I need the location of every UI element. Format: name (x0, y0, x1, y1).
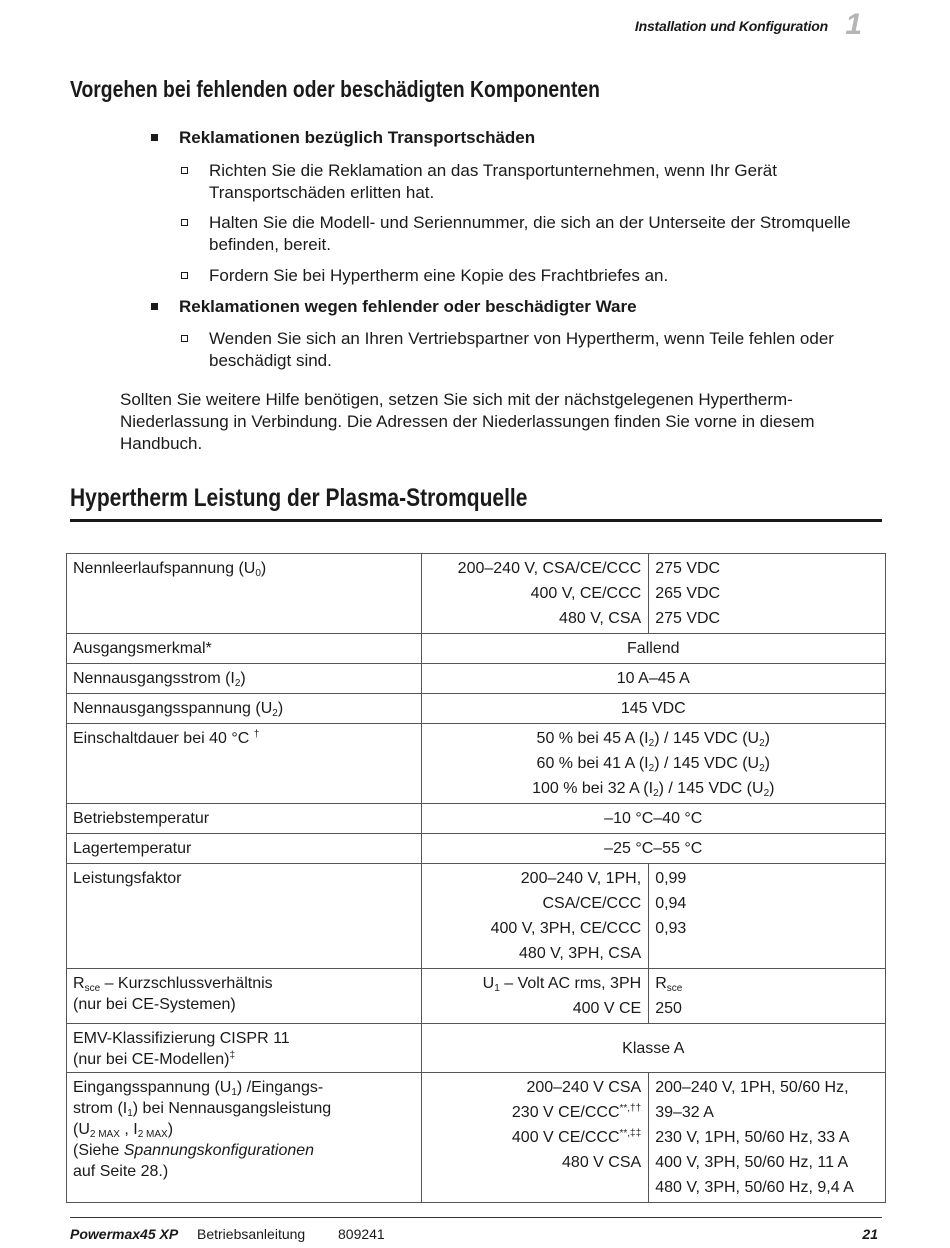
row-label: EMV-Klassifizierung CISPR 11 (nur bei CE-Modellen)‡ (67, 1024, 422, 1073)
section-heading-performance: Hypertherm Leistung der Plasma-Stromquelle (70, 484, 528, 512)
table-row (67, 1024, 886, 1073)
cell-config: 200–240 V, CSA/CE/CCC 400 V, CE/CCC 480 V, CSA (421, 554, 649, 634)
checkbox-bullet-icon (181, 272, 188, 279)
cell-value: –10 °C–40 °C (421, 804, 885, 834)
row-label: Nennausgangsspannung $(U_2)$ (67, 694, 422, 724)
page-number: 21 (862, 1226, 878, 1242)
footer-rule (70, 1217, 882, 1218)
table-row (67, 834, 886, 864)
row-label: Betriebstemperatur (67, 804, 422, 834)
list-item-text: Halten Sie die Modell- und Seriennummer, die sich an der Unterseite der Stromquelle befinden, bereit. (209, 213, 851, 254)
spec-table (66, 553, 886, 1203)
list-item (181, 160, 871, 204)
cell-value: 275 VDC 265 VDC 275 VDC (649, 554, 886, 634)
footer-manual-type: Betriebsanleitung (197, 1226, 306, 1242)
table-row (67, 664, 886, 694)
claim-group-transport (151, 128, 535, 148)
table-row (67, 694, 886, 724)
row-label: Leistungsfaktor (67, 864, 422, 969)
checkbox-bullet-icon (181, 219, 188, 226)
claim-group-title: Reklamationen wegen fehlender oder beschädigter Ware (179, 297, 637, 316)
row-label: Ausgangsmerkmal* (67, 634, 422, 664)
table-row (67, 724, 886, 804)
table-row (67, 634, 886, 664)
cell-value: Klasse A (421, 1024, 885, 1073)
footer-product: Powermax45 XP (70, 1226, 179, 1242)
row-label: Nennausgangsstrom $(I_2)$ (67, 664, 422, 694)
cell-value: $R_{sce}$ 250 (649, 969, 886, 1024)
cell-value: 200–240 V, 1PH, 50/60 Hz, 39–32 A 230 V, 1PH, 50/60 Hz, 33 A 400 V, 3PH, 50/60 Hz, 11 A 480 V, 3PH, 50/60 Hz, 9,4 A (649, 1073, 886, 1203)
cell-value: 0,99 0,94 0,93 (649, 864, 886, 969)
cell-value: 145 VDC (421, 694, 885, 724)
section-heading-missing-components: Vorgehen bei fehlenden oder beschädigten Komponenten (70, 76, 600, 102)
running-header-title: Installation und Konfiguration (634, 18, 828, 34)
list-item-text: Wenden Sie sich an Ihren Vertriebspartner von Hypertherm, wenn Teile fehlen oder beschädigt sind. (209, 329, 834, 370)
row-label: $R_{sce}$ – Kurzschlussverhältnis (nur bei CE-Systemen) (67, 969, 422, 1024)
table-row (67, 864, 886, 969)
cell-config: $U_1$ – Volt AC rms, 3PH 400 V CE (421, 969, 649, 1024)
checkbox-bullet-icon (181, 167, 188, 174)
list-item (181, 328, 871, 372)
list-item-text: Richten Sie die Reklamation an das Transportunternehmen, wenn Ihr Gerät Transportschäden erlitten hat. (209, 161, 777, 202)
list-item (181, 212, 871, 256)
claim-group-title: Reklamationen bezüglich Transportschäden (179, 128, 536, 147)
cell-config: 200–240 V CSA 230 V CE/CCC**,†† 400 V CE/CCC**,‡‡ 480 V CSA (421, 1073, 649, 1203)
table-row (67, 1073, 886, 1203)
chapter-number: 1 (845, 8, 862, 41)
cell-config: 200–240 V, 1PH, CSA/CE/CCC 400 V, 3PH, CE/CCC 480 V, 3PH, CSA (421, 864, 649, 969)
cell-value: Fallend (421, 634, 885, 664)
cell-value: –25 °C–55 °C (421, 834, 885, 864)
list-item-text: Fordern Sie bei Hypertherm eine Kopie des Frachtbriefes an. (209, 266, 669, 285)
table-row (67, 969, 886, 1024)
row-label: Eingangsspannung $(U_1)$ /Eingangs- strom $(I_1)$ bei Nennausgangsleistung ($U_{2 MAX}$ , $I_{2 MAX}$) (Siehe Spannungskonfigurationen auf Seite 28.) (67, 1073, 422, 1203)
square-bullet-icon (151, 303, 158, 310)
claim-group-missing (151, 297, 637, 317)
row-label: Lagertemperatur (67, 834, 422, 864)
table-row (67, 804, 886, 834)
heading-rule (70, 519, 882, 522)
row-label: Nennleerlaufspannung $(U_0)$ (67, 554, 422, 634)
footer-manual-number: 809241 (338, 1226, 385, 1242)
table-row (67, 554, 886, 634)
help-paragraph: Sollten Sie weitere Hilfe benötigen, setzen Sie sich mit der nächstgelegenen Hypertherm-Niederlassung in Verbindung. Die Adressen der Niederlassungen finden Sie vorne in diesem Handbuch. (120, 390, 815, 453)
row-label: Einschaltdauer bei 40 °C † (67, 724, 422, 804)
cell-value: 10 A–45 A (421, 664, 885, 694)
square-bullet-icon (151, 134, 158, 141)
checkbox-bullet-icon (181, 335, 188, 342)
list-item (181, 265, 871, 287)
cell-value: 50 % bei 45 A $(I_2) / 145$ VDC $(U_2)$ 60 % bei 41 A $(I_2) / 145$ VDC $(U_2)$ 100 % bei 32 A $(I_2) / 145$ VDC $(U_2)$ (421, 724, 885, 804)
